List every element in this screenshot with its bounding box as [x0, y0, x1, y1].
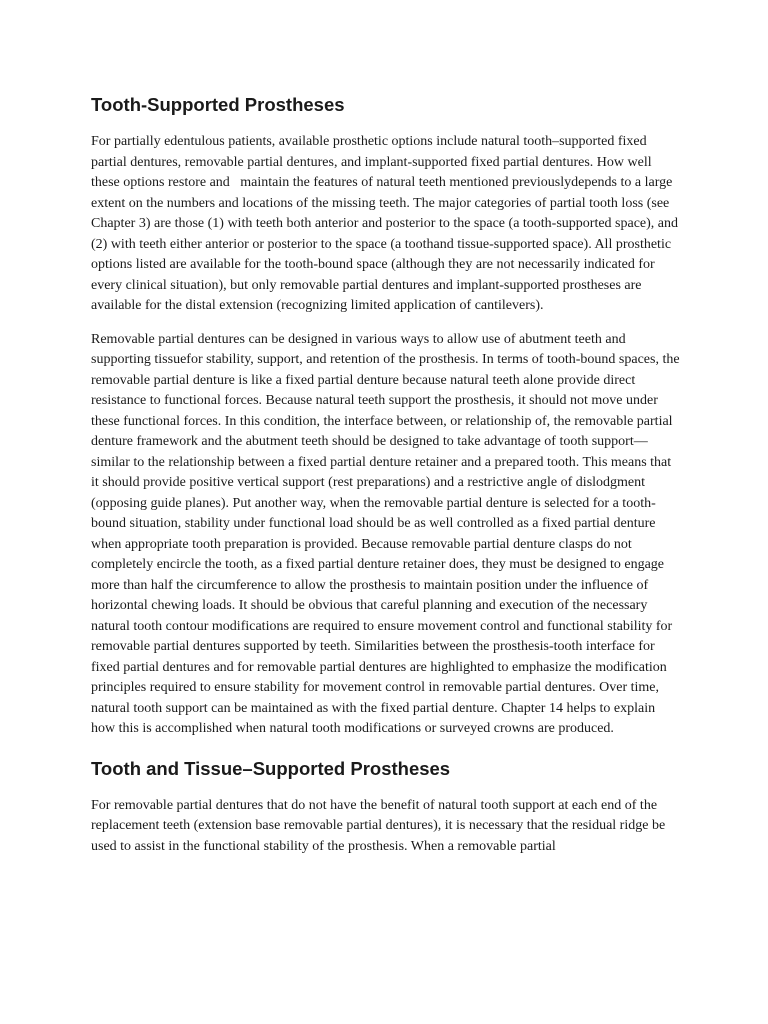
section-heading-tooth-tissue-supported: Tooth and Tissue–Supported Prostheses — [91, 757, 451, 779]
paragraph-partial-edentulous-options: For partially edentulous patients, available prosthetic options include natural tooth–supported fixed partial dentures, removable partial dentures, and implant-supported fixed partial dentures. How well these options restore and maintain the features of natural teeth mentioned previouslydepends to a large extent on the numbers and locations of the missing teeth. The major categories of partial tooth loss (see Chapter 3) are those (1) with teeth both anterior and posterior to the space (a tooth-supported space), and (2) with teeth either anterior or posterior to the space (a toothand tissue-supported space). All prosthetic options listed are available for the tooth-bound space (although they are not necessarily indicated for every clinical situation), but only removable partial dentures and implant-supported prostheses are available for the distal extension (recognizing limited application of cantilevers). — [91, 134, 682, 313]
paragraph-extension-base: For removable partial dentures that do not have the benefit of natural tooth support at each end of the replacement teeth (extension base removable partial dentures), it is necessary that the residual ridge be used to assist in the functional stability of the prosthesis. When a removable partial — [91, 797, 669, 854]
paragraph-removable-partial-design: Removable partial dentures can be designed in various ways to allow use of abutment teeth and supporting tissuefor stability, support, and retention of the prosthesis. In terms of tooth-bound spaces, the removable partial denture is like a fixed partial denture because natural teeth alone provide direct resistance to functional forces. Because natural teeth support the prosthesis, it should not move under these functional forces. In this condition, the interface between, or relationship of, the removable partial denture framework and the abutment teeth should be designed to take advantage of tooth support—similar to the relationship between a fixed partial denture retainer and a prepared tooth. This means that it should provide positive vertical support (rest preparations) and a restrictive angle of dislodgment (opposing guide planes). Put another way, when the removable partial denture is selected for a tooth-bound situation, stability under functional load should be as well controlled as a fixed partial denture when appropriate tooth preparation is provided. Because removable partial denture clasps do not completely encircle the tooth, as a fixed partial denture retainer does, they must be designed to engage more than half the circumference to allow the prosthesis to maintain position under the influence of horizontal chewing loads. It should be obvious that careful planning and execution of the necessary natural tooth contour modifications are required to ensure movement control and functional stability for removable partial dentures supported by teeth. Similarities between the prosthesis-tooth interface for fixed partial dentures and for removable partial dentures are highlighted to emphasize the modification principles required to ensure stability for movement control in removable partial dentures. Over time, natural tooth support can be maintained as with the fixed partial denture. Chapter 14 helps to explain how this is accomplished when natural tooth modifications or surveyed crowns are produced. — [91, 331, 684, 736]
section-heading-tooth-supported: Tooth-Supported Prostheses — [91, 94, 345, 115]
